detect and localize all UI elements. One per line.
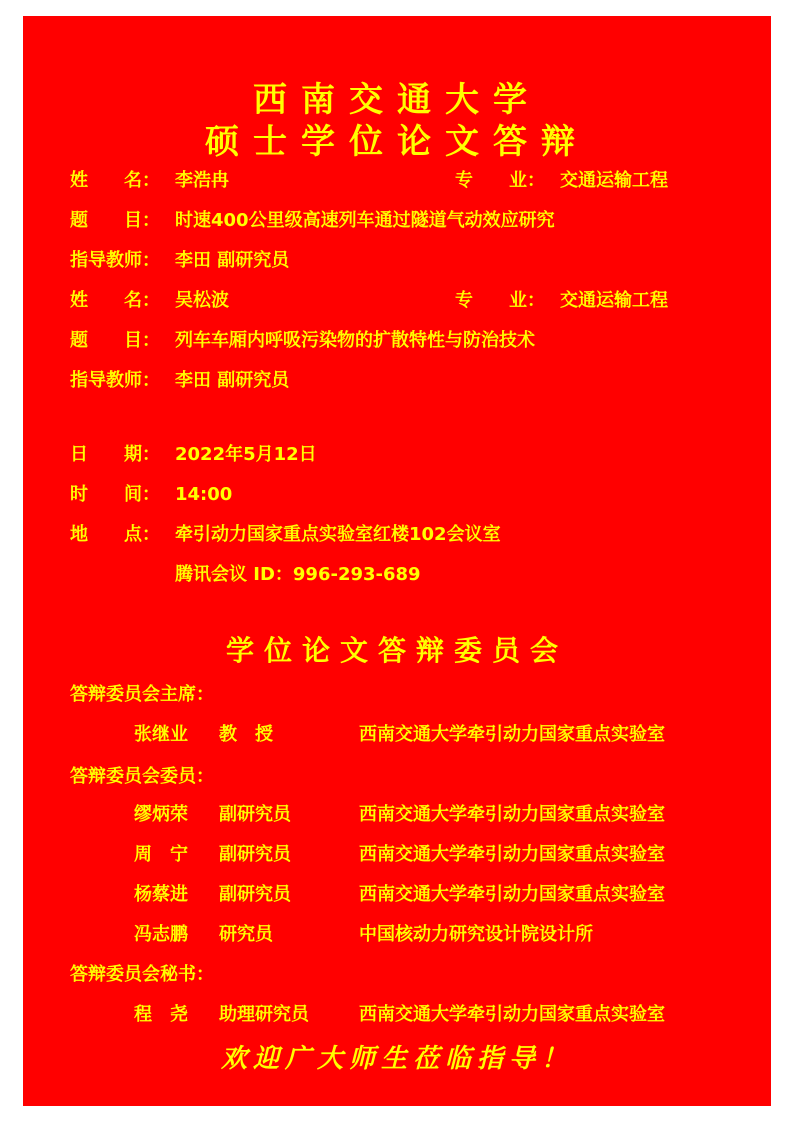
member-name: 张继业 xyxy=(134,724,188,745)
major-label: 专 业： xyxy=(455,170,545,191)
date-label: 日 期： xyxy=(70,444,160,465)
student-2-name-row xyxy=(70,286,229,312)
name-label: 姓 名： xyxy=(70,170,160,191)
date-value: 2022年5月12日 xyxy=(175,444,317,465)
secretary-row xyxy=(134,1000,665,1026)
member-title: 副研究员 xyxy=(219,884,291,905)
time-value: 14:00 xyxy=(175,484,233,505)
student-advisor: 李田 副研究员 xyxy=(175,370,290,391)
place-value: 牵引动力国家重点实验室红楼102会议室 xyxy=(175,524,501,545)
student-major: 交通运输工程 xyxy=(560,170,668,191)
student-2-topic-row xyxy=(70,326,535,352)
secretary-label: 答辩委员会秘书： xyxy=(70,964,214,985)
chair-label: 答辩委员会主席： xyxy=(70,684,214,705)
member-name: 缪炳荣 xyxy=(134,804,188,825)
chair-row xyxy=(134,720,665,746)
student-1-topic-row xyxy=(70,206,555,232)
student-topic: 时速400公里级高速列车通过隧道气动效应研究 xyxy=(175,210,555,231)
member-row xyxy=(134,880,665,906)
member-org: 西南交通大学牵引动力国家重点实验室 xyxy=(359,724,665,745)
member-row xyxy=(134,840,665,866)
student-major: 交通运输工程 xyxy=(560,290,668,311)
welcome-message: 欢迎广大师生莅临指导！ xyxy=(220,1044,573,1074)
place-row xyxy=(70,520,501,546)
advisor-label: 指导教师： xyxy=(70,370,160,391)
place-label: 地 点： xyxy=(70,524,160,545)
student-topic: 列车车厢内呼吸污染物的扩散特性与防治技术 xyxy=(175,330,535,351)
time-label: 时 间： xyxy=(70,484,160,505)
student-2-major-row xyxy=(455,286,668,312)
student-name: 吴松波 xyxy=(175,290,229,311)
member-org: 中国核动力研究设计院设计所 xyxy=(359,924,593,945)
member-title: 副研究员 xyxy=(219,844,291,865)
committee-title: 学位论文答辩委员会 xyxy=(225,634,568,667)
member-name: 周 宁 xyxy=(134,844,188,865)
member-org: 西南交通大学牵引动力国家重点实验室 xyxy=(359,1004,665,1025)
major-label: 专 业： xyxy=(455,290,545,311)
date-row xyxy=(70,440,317,466)
student-advisor: 李田 副研究员 xyxy=(175,250,290,271)
advisor-label: 指导教师： xyxy=(70,250,160,271)
topic-label: 题 目： xyxy=(70,330,160,351)
member-name: 冯志鹏 xyxy=(134,924,188,945)
meeting-id: 腾讯会议 ID：996-293-689 xyxy=(175,564,421,585)
name-label: 姓 名： xyxy=(70,290,160,311)
poster xyxy=(23,16,771,1106)
member-row xyxy=(134,920,593,946)
topic-label: 题 目： xyxy=(70,210,160,231)
member-org: 西南交通大学牵引动力国家重点实验室 xyxy=(359,844,665,865)
member-title: 助理研究员 xyxy=(219,1004,309,1025)
time-row xyxy=(70,480,232,506)
member-org: 西南交通大学牵引动力国家重点实验室 xyxy=(359,804,665,825)
member-name: 杨蔡进 xyxy=(134,884,188,905)
student-1-advisor-row xyxy=(70,246,289,272)
student-name: 李浩冉 xyxy=(175,170,229,191)
member-row xyxy=(134,800,665,826)
member-name: 程 尧 xyxy=(134,1004,188,1025)
members-label: 答辩委员会委员： xyxy=(70,766,214,787)
defense-title: 硕士学位论文答辩 xyxy=(205,122,589,162)
university-title: 西南交通大学 xyxy=(253,80,541,120)
member-org: 西南交通大学牵引动力国家重点实验室 xyxy=(359,884,665,905)
student-1-major-row xyxy=(455,166,668,192)
student-2-advisor-row xyxy=(70,366,289,392)
member-title: 副研究员 xyxy=(219,804,291,825)
student-1-name-row xyxy=(70,166,229,192)
member-title: 研究员 xyxy=(219,924,273,945)
member-title: 教 授 xyxy=(219,724,273,745)
